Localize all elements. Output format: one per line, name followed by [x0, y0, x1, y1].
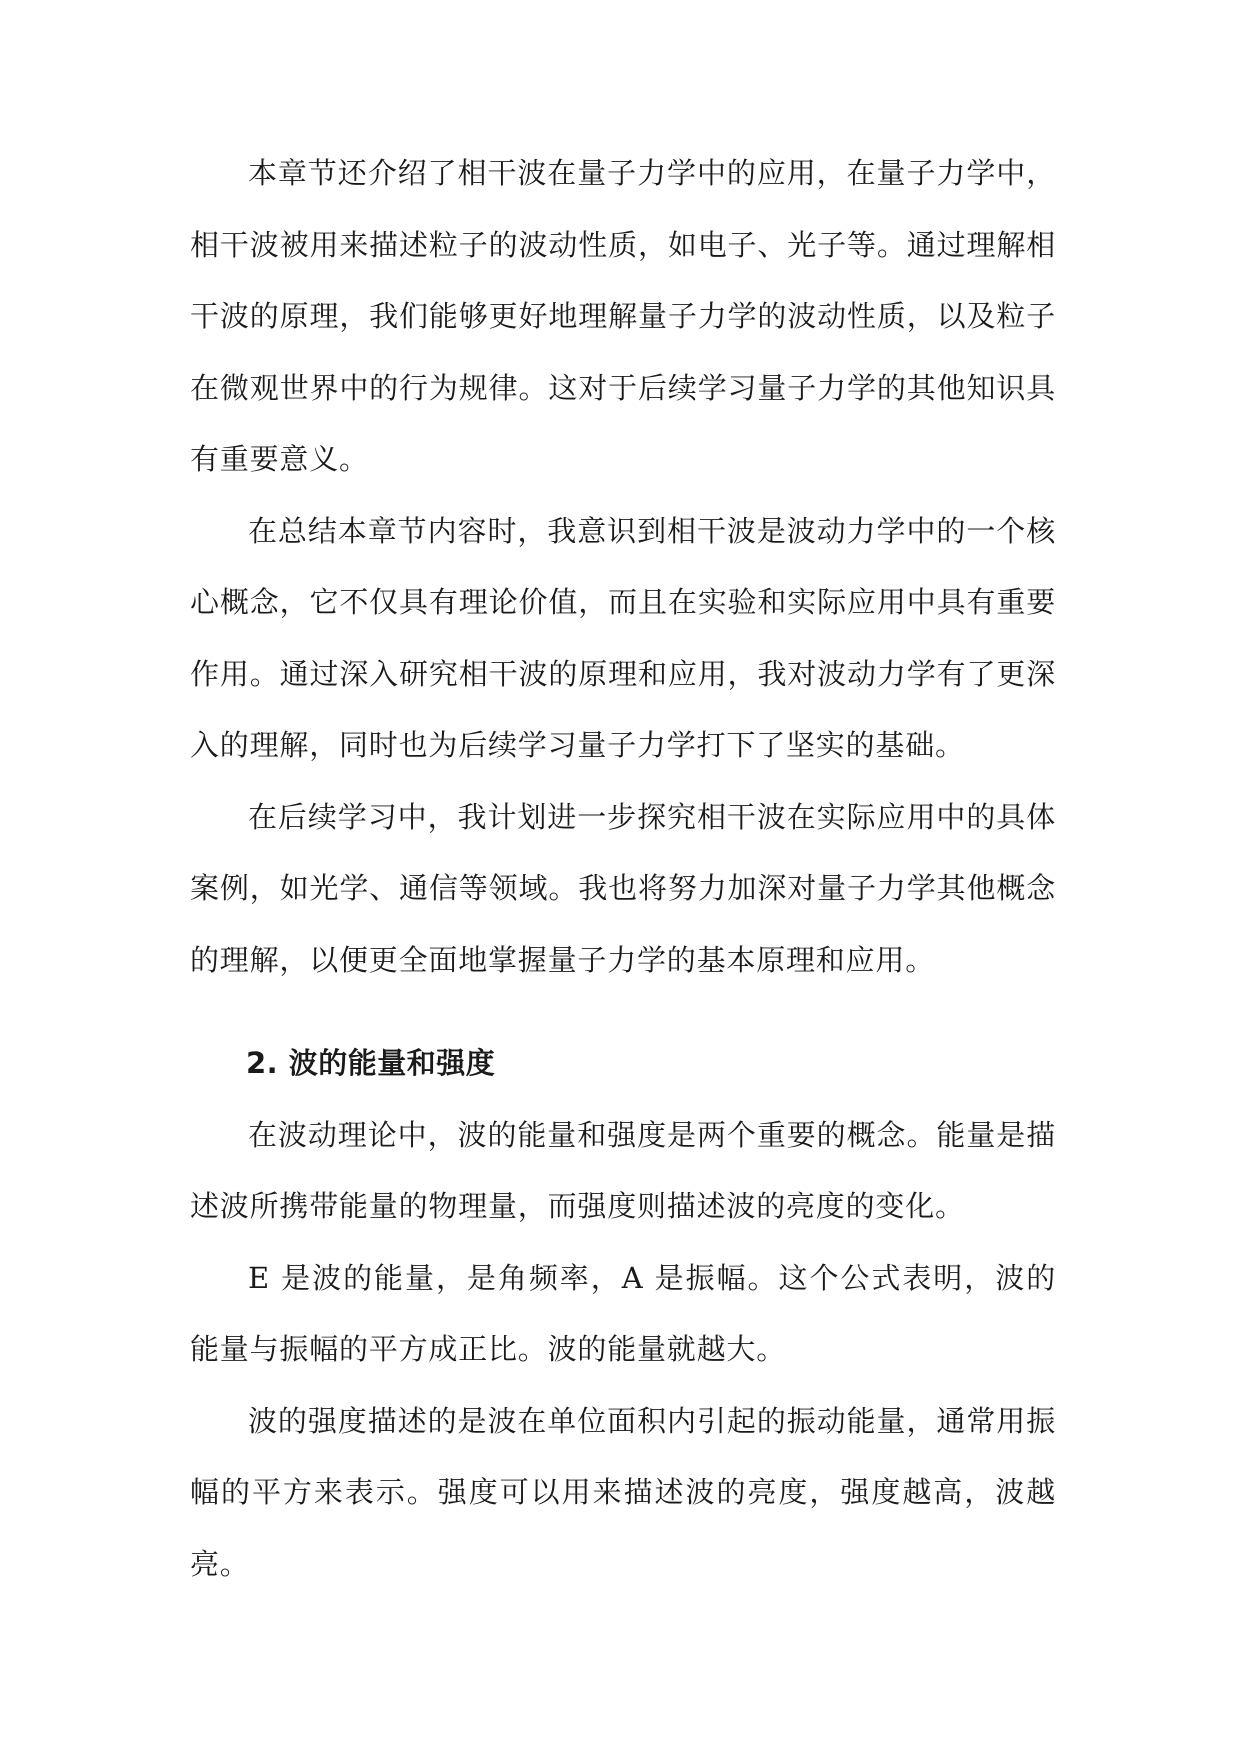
section-gap [190, 996, 1056, 1028]
section-heading: 2. 波的能量和强度 [246, 1046, 496, 1080]
paragraph-energy-intensity-intro: 在波动理论中，波的能量和强度是两个重要的概念。能量是描述波所携带能量的物理量，而强度则描述波的亮度的变化。 [190, 1117, 1056, 1223]
paragraph-chapter-summary: 在总结本章节内容时，我意识到相干波是波动力学中的一个核心概念，它不仅具有理论价值，而且在实验和实际应用中具有重要作用。通过深入研究相干波的原理和应用，我对波动力学有了更深入的理解，同时也为后续学习量子力学打下了坚实的基础。 [190, 513, 1056, 762]
paragraph-energy-formula: E 是波的能量，是角频率，A 是振幅。这个公式表明，波的能量与振幅的平方成正比。波的能量就越大。 [190, 1260, 1056, 1366]
paragraph-future-study: 在后续学习中，我计划进一步探究相干波在实际应用中的具体案例，如光学、通信等领域。我也将努力加深对量子力学其他概念的理解，以便更全面地掌握量子力学的基本原理和应用。 [190, 799, 1056, 977]
paragraph-quantum-application: 本章节还介绍了相干波在量子力学中的应用，在量子力学中，相干波被用来描述粒子的波动性质，如电子、光子等。通过理解相干波的原理，我们能够更好地理解量子力学的波动性质，以及粒子在微观世界中的行为规律。这对于后续学习量子力学的其他知识具有重要意义。 [190, 156, 1056, 476]
document-page [190, 138, 1056, 1600]
paragraph-intensity: 波的强度描述的是波在单位面积内引起的振动能量，通常用振幅的平方来表示。强度可以用来描述波的亮度，强度越高，波越亮。 [190, 1403, 1056, 1581]
